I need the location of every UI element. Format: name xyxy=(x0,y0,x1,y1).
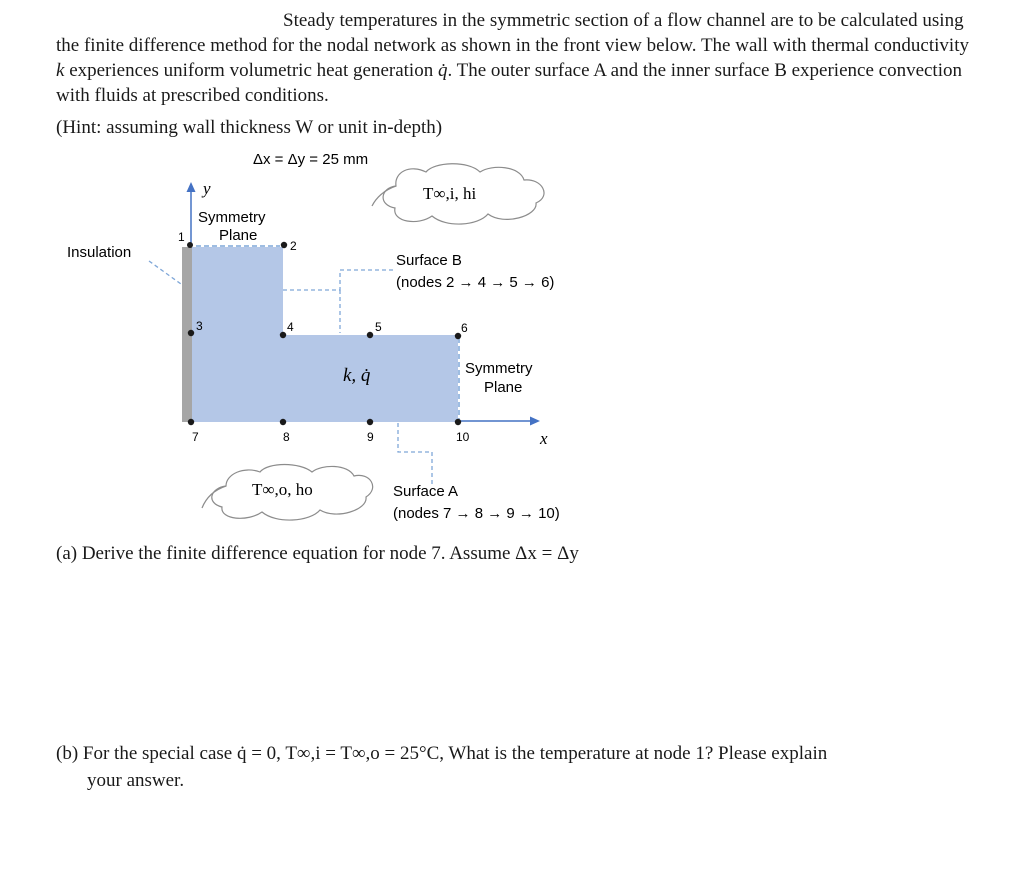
node-7-label: 7 xyxy=(192,430,199,444)
node-2-dot xyxy=(281,242,287,248)
node-10-dot xyxy=(455,419,461,425)
right-symmetry-label-1: Symmetry xyxy=(465,360,533,377)
y-axis-label: y xyxy=(203,179,211,198)
intro-text-2: experiences uniform volumetric heat generation xyxy=(64,60,438,81)
node-8-label: 8 xyxy=(283,430,290,444)
node-1-label: 1 xyxy=(178,230,185,244)
surface-a-title: Surface A xyxy=(393,483,459,500)
top-symmetry-label-1: Symmetry xyxy=(198,209,266,226)
node-4-dot xyxy=(280,332,286,338)
node-1-dot xyxy=(187,242,193,248)
insulation-label: Insulation xyxy=(67,244,132,261)
node-8-dot xyxy=(280,419,286,425)
node-2-label: 2 xyxy=(290,239,297,253)
top-symmetry-label-2: Plane xyxy=(219,227,258,244)
question-b-line-1: (b) For the special case q̇ = 0, T∞,i = T∞,o = 25°C, What is the temperature at node 1? Please explain xyxy=(56,743,828,764)
node-5-dot xyxy=(367,332,373,338)
grid-spacing-label: Δx = Δy = 25 mm xyxy=(253,151,369,168)
question-a: (a) Derive the finite difference equation for node 7. Assume Δx = Δy xyxy=(56,543,579,564)
node-3-dot xyxy=(188,330,194,336)
surface-b-leader xyxy=(283,270,393,290)
question-b xyxy=(56,740,976,794)
node-3-label: 3 xyxy=(196,319,203,333)
hint-text: (Hint: assuming wall thickness W or unit in-depth) xyxy=(56,117,443,138)
surface-a-leader xyxy=(398,423,432,484)
conductivity-symbol: k xyxy=(56,60,65,81)
y-axis-arrow xyxy=(187,182,196,192)
intro-text-3: . The outer surface A and the inner surface B experience convection with fluids at prescribed conditions. xyxy=(56,60,962,106)
surface-b-title: Surface B xyxy=(396,252,462,269)
inner-fluid-label: T∞,i, hi xyxy=(423,184,477,203)
question-b-line-2: your answer. xyxy=(87,770,185,791)
material-label: k, q̇ xyxy=(343,365,371,386)
node-7-dot xyxy=(188,419,194,425)
node-10-label: 10 xyxy=(456,430,470,444)
node-4-label: 4 xyxy=(287,320,294,334)
surface-a-nodes: (nodes 7 → 8 → 9 → 10) xyxy=(393,505,560,522)
node-5-label: 5 xyxy=(375,320,382,334)
heat-generation-symbol: q̇ xyxy=(437,60,448,81)
right-symmetry-label-2: Plane xyxy=(484,379,523,396)
node-9-dot xyxy=(367,419,373,425)
node-9-label: 9 xyxy=(367,430,374,444)
outer-fluid-label: T∞,o, ho xyxy=(252,480,313,499)
intro-text-1: Steady temperatures in the symmetric section of a flow channel are to be calculated using the finite difference method for the nodal network as shown in the front view below. The wall with thermal conductivity xyxy=(56,10,969,56)
node-6-label: 6 xyxy=(461,321,468,335)
x-axis-label: x xyxy=(540,429,548,448)
surface-b-nodes: (nodes 2 → 4 → 5 → 6) xyxy=(396,274,555,291)
insulation-leader xyxy=(149,261,181,284)
x-axis-arrow xyxy=(530,417,540,426)
